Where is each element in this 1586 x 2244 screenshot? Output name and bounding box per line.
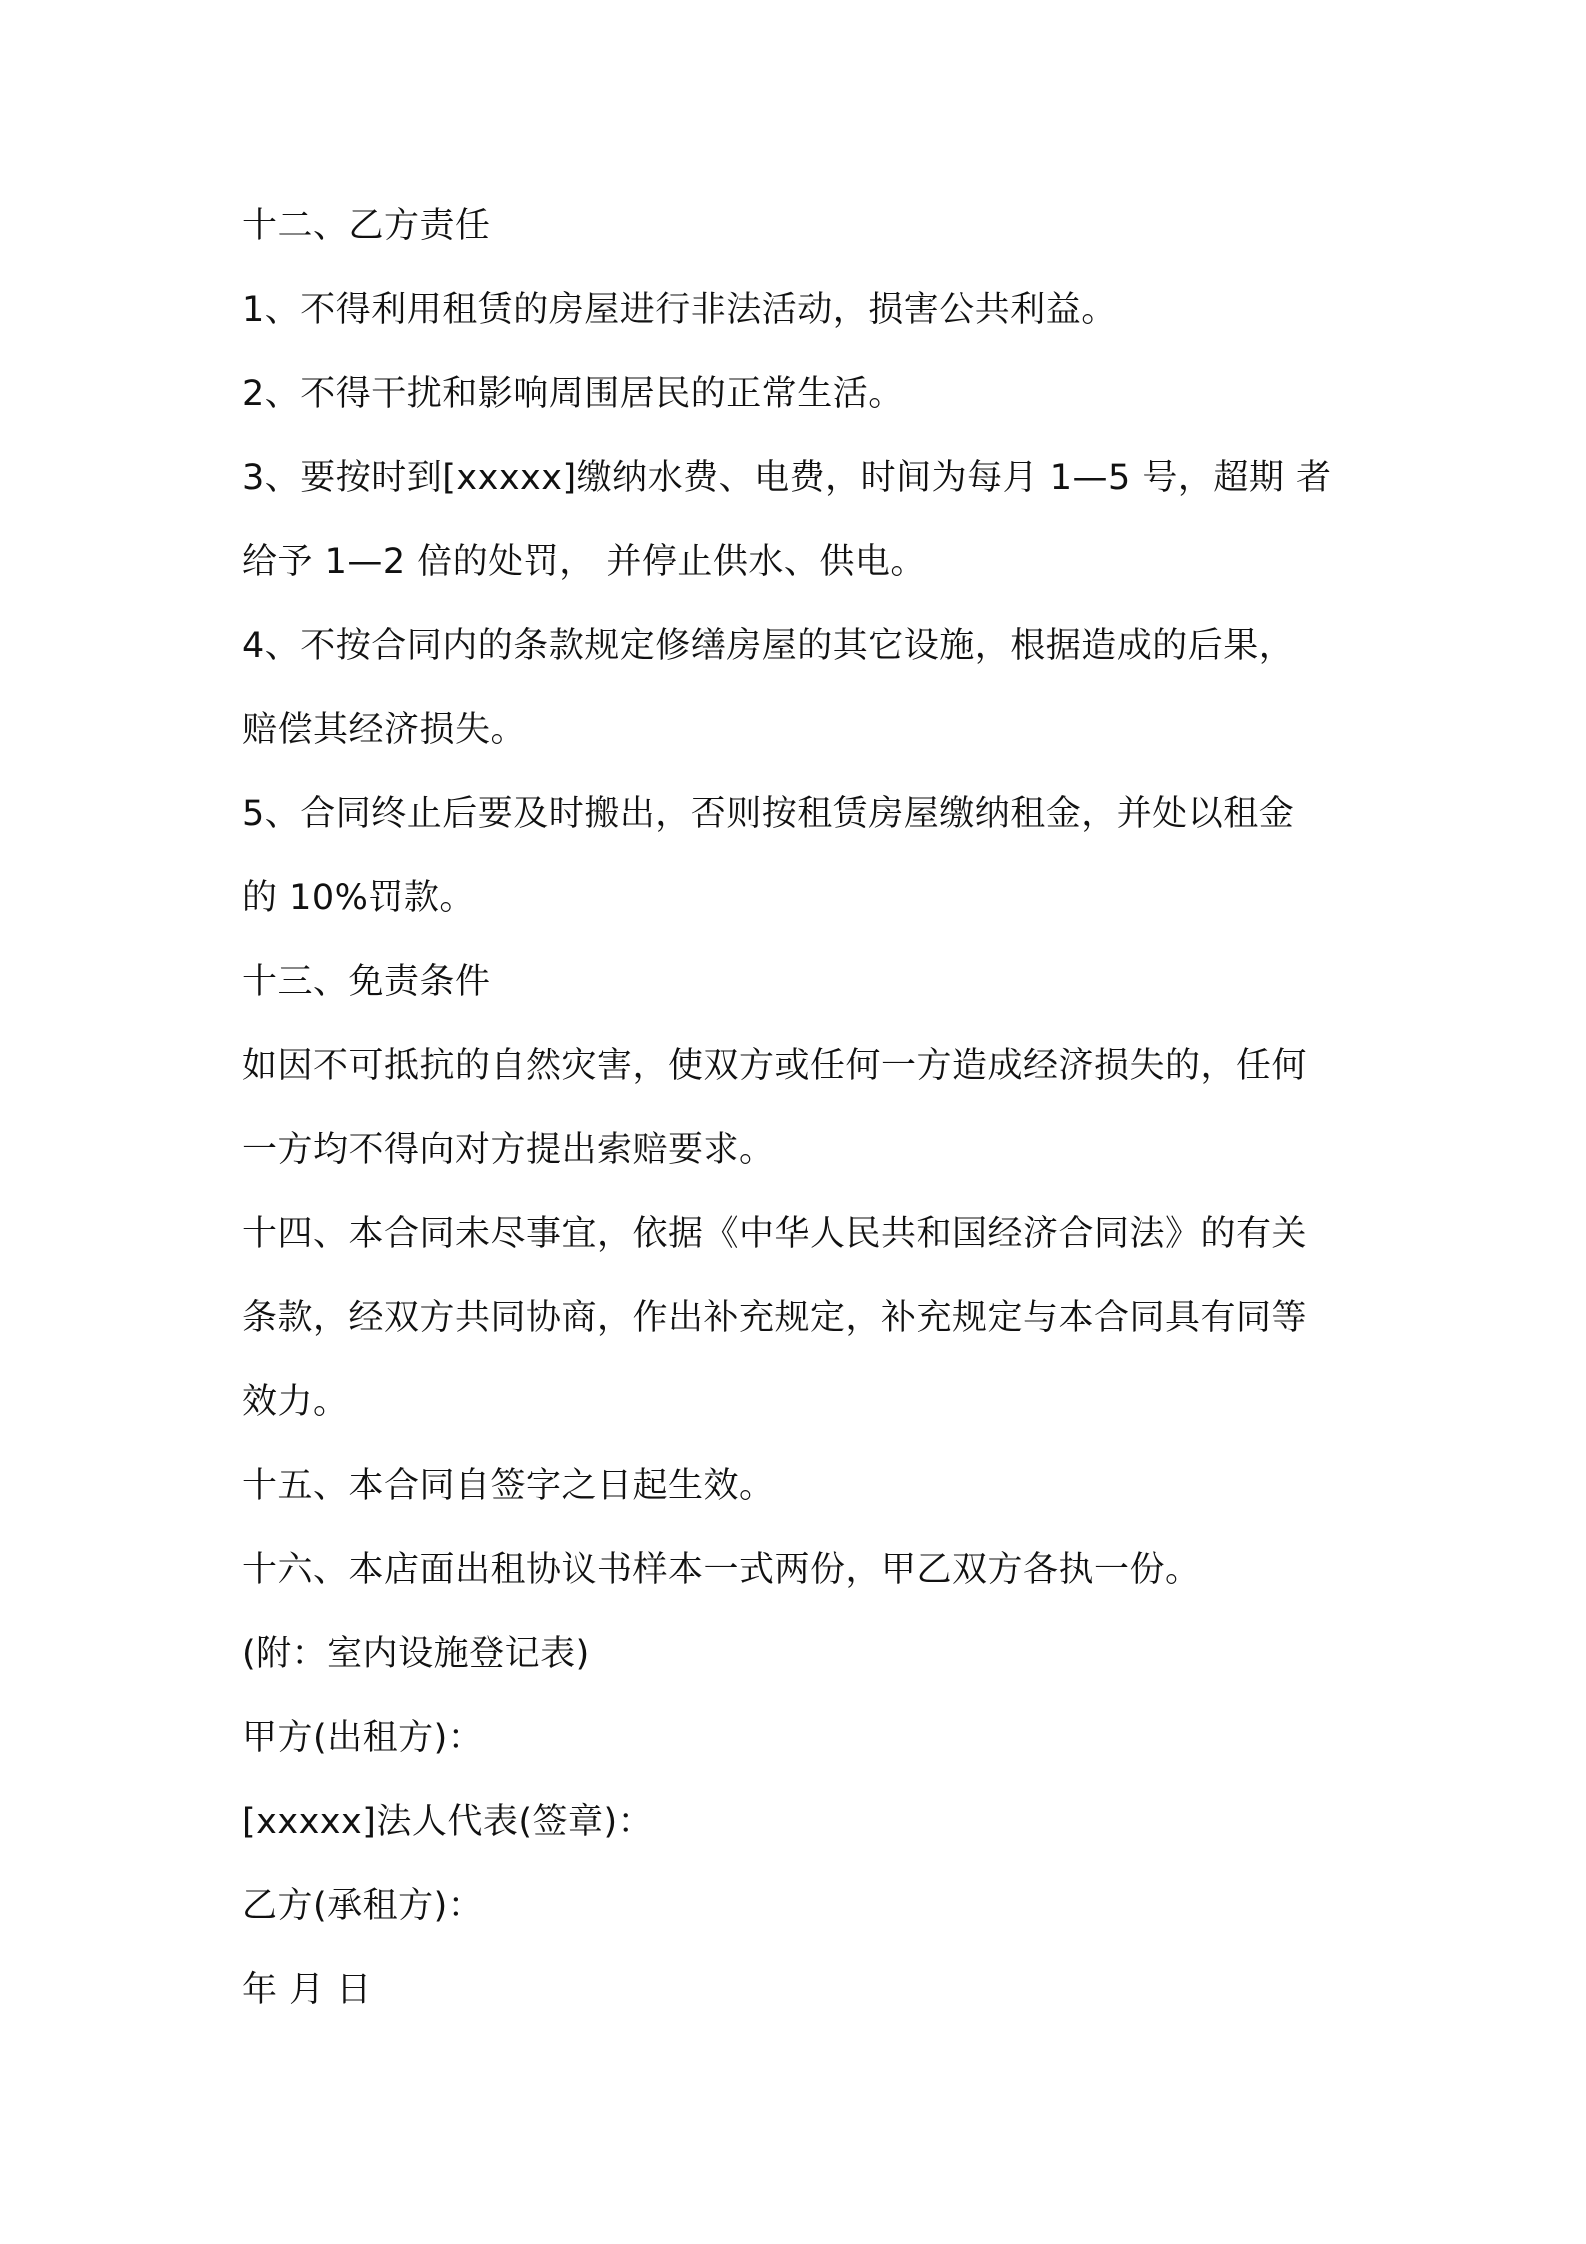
- clause-12-5-line-1: 5、合同终止后要及时搬出，否则按租赁房屋缴纳租金，并处以租金: [242, 794, 1295, 834]
- legal-representative-label: [xxxxx]法人代表(签章)：: [242, 1802, 654, 1842]
- clause-12-1: 1、不得利用租赁的房屋进行非法活动，损害公共利益。: [242, 290, 1117, 330]
- section-15: 十五、本合同自签字之日起生效。: [242, 1466, 775, 1506]
- attachment-note: (附：室内设施登记表): [242, 1634, 590, 1674]
- date-line: 年 月 日: [242, 1970, 372, 2010]
- section-16: 十六、本店面出租协议书样本一式两份，甲乙双方各执一份。: [242, 1550, 1201, 1590]
- party-b-label: 乙方(承租方)：: [242, 1886, 484, 1926]
- clause-12-2: 2、不得干扰和影响周围居民的正常生活。: [242, 374, 904, 414]
- clause-13-line-2: 一方均不得向对方提出索赔要求。: [242, 1130, 775, 1170]
- clause-12-3-line-1: 3、要按时到[xxxxx]缴纳水费、电费，时间为每月 1—5 号，超期 者: [242, 458, 1332, 498]
- party-a-label: 甲方(出租方)：: [242, 1718, 484, 1758]
- section-14-line-3: 效力。: [242, 1382, 349, 1422]
- section-14-line-1: 十四、本合同未尽事宜，依据《中华人民共和国经济合同法》的有关: [242, 1214, 1308, 1254]
- clause-12-5-line-2: 的 10%罚款。: [242, 878, 475, 918]
- clause-12-4-line-2: 赔偿其经济损失。: [242, 710, 527, 750]
- section-14-line-2: 条款，经双方共同协商，作出补充规定，补充规定与本合同具有同等: [242, 1298, 1308, 1338]
- clause-12-4-line-1: 4、不按合同内的条款规定修缮房屋的其它设施，根据造成的后果，: [242, 626, 1295, 666]
- section-heading-12: 十二、乙方责任: [242, 206, 491, 246]
- clause-13-line-1: 如因不可抵抗的自然灾害，使双方或任何一方造成经济损失的，任何: [242, 1046, 1308, 1086]
- clause-12-3-line-2: 给予 1—2 倍的处罚， 并停止供水、供电。: [242, 542, 926, 582]
- section-heading-13: 十三、免责条件: [242, 962, 491, 1002]
- document-body: [242, 202, 1362, 2050]
